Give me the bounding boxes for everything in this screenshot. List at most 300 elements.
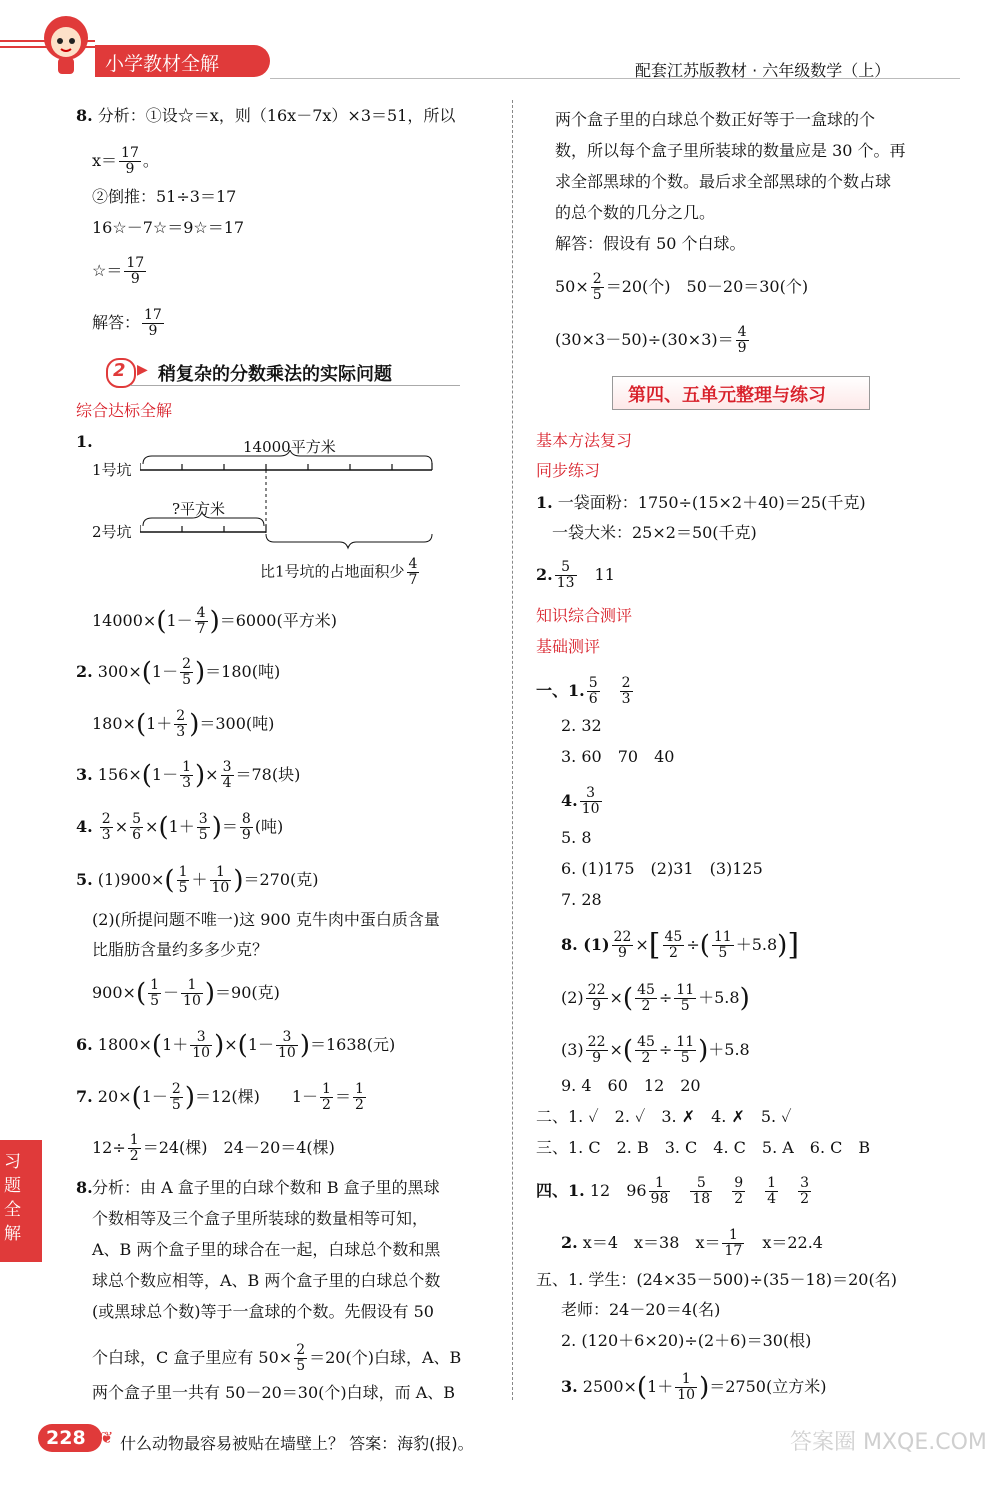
num: 2. [536, 565, 553, 584]
frac-den: 9 [241, 827, 251, 843]
frac-num: 2 [176, 708, 186, 724]
frac-den: 5 [182, 672, 192, 688]
q4-line [76, 812, 283, 843]
frac-den: 10 [278, 1045, 296, 1061]
q1-top-label: 14000平方米 [243, 438, 336, 456]
mid: 1＋ [162, 1035, 189, 1054]
frac-num: 5 [690, 1176, 712, 1192]
post: ＝180(吨) [205, 662, 281, 681]
header-title: 小学教材全解 [105, 53, 220, 75]
frac-den: 2 [354, 1097, 364, 1113]
q8-long-l7: 两个盒子里一共有 50－20＝30(个)白球，而 A、B [92, 1383, 456, 1402]
subheading-knowledge-test: 知识综合测评 [536, 606, 633, 625]
x-eq: x＝ [92, 151, 118, 170]
fraction [221, 760, 234, 791]
right-cont-l2: 数，所以每个盒子里所装球的数量应是 30 个。再 [555, 141, 906, 160]
fraction [180, 760, 193, 791]
pre: ☆＝ [92, 261, 123, 280]
q5-line3: 比脂肪含量约多多少克？ [92, 940, 269, 959]
fraction [722, 1228, 744, 1259]
post: ＋5.8 [708, 1040, 750, 1059]
fraction [119, 146, 141, 177]
fraction [635, 1035, 657, 1066]
pit1-label: 1号坑 [92, 461, 132, 479]
text: 个白球，C 盒子里应有 50× [92, 1348, 293, 1367]
mascot-logo [35, 8, 97, 78]
frac-num: 1 [649, 1176, 671, 1192]
left-q8-x [92, 146, 159, 177]
fraction [142, 308, 164, 339]
lparen: ( [158, 812, 169, 843]
eq: ＝ [334, 1087, 351, 1106]
q8-number: 8. [76, 106, 93, 125]
fraction [591, 272, 604, 303]
pre: 2500× [582, 1377, 637, 1396]
frac-den: 5 [178, 880, 188, 896]
left-q8-line1 [76, 106, 455, 126]
lparen: ( [135, 978, 147, 1009]
frac-num: 2 [171, 1081, 181, 1097]
q8-long-l4: 球总个数应相等，A、B 两个盒子里的白球总个数 [92, 1271, 441, 1290]
fraction [174, 709, 187, 740]
rparen: ) [233, 865, 244, 896]
num: 3. [561, 1377, 578, 1396]
fraction [100, 812, 113, 843]
num: 1. [536, 493, 553, 512]
frac-den: 10 [581, 801, 600, 817]
right-cont-l3: 求全部黑球的个数。最后求全部黑球的个数占球 [555, 172, 892, 191]
num: 3. [76, 765, 93, 784]
fraction [712, 930, 734, 961]
fraction [635, 983, 657, 1014]
mid: 1－ [151, 662, 179, 681]
fraction [649, 1176, 671, 1207]
q2-line1 [76, 657, 280, 688]
frac-num: 3 [276, 1030, 298, 1046]
frac-num: 1 [181, 978, 203, 994]
section-number: 2 [113, 360, 126, 381]
value: 96 [626, 1181, 647, 1200]
frac-den: 9 [148, 323, 158, 339]
unit-title: 第四、五单元整理与练习 [628, 385, 826, 406]
fraction [210, 865, 232, 896]
q8-long-number: 8. [76, 1178, 93, 1197]
q1-bottom-label [260, 557, 421, 588]
fraction [353, 1082, 366, 1113]
right-eq2 [555, 325, 751, 356]
i8-line2 [561, 983, 750, 1014]
frac-num: 2 [296, 1342, 306, 1358]
pit2-label: 2号坑 [92, 523, 132, 541]
pre: (1)900× [97, 870, 165, 889]
q5-line2: (2)(所提问题不唯一)这 900 克牛肉中蛋白质含量 [92, 910, 440, 929]
fraction [555, 560, 577, 591]
div: ÷ [658, 1040, 673, 1059]
frac-den: 9 [130, 271, 140, 287]
frac-num: 9 [734, 1175, 744, 1191]
frac-num: 2 [182, 656, 192, 672]
fraction [407, 557, 420, 588]
left-q8-answer [92, 308, 166, 339]
i2-line: 2. 32 [561, 716, 602, 735]
page-number: 228 [46, 1427, 86, 1449]
pre: 12÷ [92, 1138, 126, 1157]
div: ÷ [658, 988, 673, 1007]
lparen: ( [622, 1035, 634, 1066]
frac-den: 13 [556, 575, 575, 591]
post: ＝78(块) [235, 765, 301, 784]
frac-num: 4 [737, 324, 747, 340]
q8-analysis: 分析：①设☆＝x，则（16x－7x）×3＝51，所以 [97, 106, 456, 125]
left-q8-reverse: ②倒推：51÷3＝17 [92, 187, 237, 206]
section-iv-2 [561, 1228, 823, 1259]
num: 四、1. [536, 1181, 585, 1200]
q1-line-diagram [140, 450, 440, 560]
num: 4. [76, 817, 93, 836]
pre: (30×3－50)÷(30×3)＝ [555, 330, 734, 349]
q8-long-l6 [92, 1343, 461, 1374]
fraction [580, 786, 602, 817]
q1-question-label: ?平方米 [172, 500, 226, 518]
pre: (2) [561, 988, 584, 1007]
lparen: ( [151, 1030, 163, 1061]
frac-den: 18 [692, 1191, 711, 1207]
mid2: 1－ [291, 1087, 319, 1106]
times: × [609, 988, 623, 1007]
frac-den: 9 [618, 945, 627, 961]
frac-num: 11 [676, 1034, 695, 1050]
frac-den: 6 [132, 827, 142, 843]
fraction [732, 1176, 745, 1207]
lparen: ( [237, 1030, 248, 1061]
pre: 180× [92, 714, 136, 733]
lparen: ( [131, 1082, 142, 1113]
fraction [690, 1176, 712, 1207]
post: ＋5.8 [735, 935, 778, 954]
pre: 14000× [92, 611, 157, 630]
post: ＝1638(元) [309, 1035, 396, 1054]
mid: 1－ [247, 1035, 274, 1054]
fraction [124, 256, 146, 287]
frac-den: 9 [125, 161, 135, 177]
i4-line [561, 786, 604, 817]
column-divider [512, 100, 513, 1400]
fraction [587, 676, 600, 707]
fraction [240, 812, 253, 843]
frac-num: 45 [637, 1034, 655, 1050]
q1-equation [92, 606, 337, 637]
q2-line2 [92, 709, 274, 740]
section-v-2: 2. (120＋6×20)÷(2＋6)＝30(根) [561, 1331, 812, 1350]
value: x＝38 [634, 1233, 680, 1252]
frac-den: 7 [196, 621, 206, 637]
i5-line: 5. 8 [561, 828, 592, 847]
rparen: ) [195, 760, 206, 791]
side-tab-text: 习题全解 [4, 1152, 21, 1244]
rparen: ) [204, 978, 216, 1009]
rparen: ) [214, 1030, 225, 1061]
rparen: ) [777, 930, 788, 961]
rparen: ) [184, 1082, 195, 1113]
fraction [674, 1035, 696, 1066]
subheading-basic-test: 基础测评 [536, 637, 601, 656]
fraction [190, 1030, 212, 1061]
num: 4. [561, 791, 578, 810]
lparen: ( [156, 606, 167, 637]
fraction [765, 1176, 778, 1207]
frac-den: 10 [677, 1387, 696, 1403]
fraction [197, 812, 210, 843]
frac-num: 3 [580, 786, 602, 802]
s1-line2: 一袋大米：25×2＝50(千克) [552, 523, 757, 542]
frac-num: 22 [587, 1034, 606, 1050]
div: ÷ [686, 935, 700, 954]
s2-line [536, 560, 615, 591]
frac-num: 1 [767, 1175, 777, 1191]
lparen: ( [636, 1372, 648, 1403]
text: 一袋面粉：1750÷(15×2＋40)＝25(千克) [557, 493, 866, 512]
frac-den: 2 [322, 1097, 331, 1113]
frac-den: 10 [211, 880, 230, 896]
lparen: ( [622, 983, 634, 1014]
q5-line4 [92, 978, 280, 1009]
lparen: ( [699, 930, 710, 961]
section-title: 稍复杂的分数乘法的实际问题 [158, 364, 392, 385]
frac-num: 17 [144, 307, 162, 323]
i3-line: 3. 60 70 40 [561, 747, 675, 766]
frac-num: 1 [178, 864, 188, 880]
eq: ＝ [221, 817, 238, 836]
frac-num: 1 [354, 1081, 364, 1097]
i8-line3 [561, 1035, 750, 1066]
mid: 1－ [151, 765, 179, 784]
frac-den: 10 [192, 1045, 211, 1061]
frac-num: 4 [196, 605, 206, 621]
fraction [612, 930, 634, 961]
frac-num: 1 [675, 1372, 697, 1388]
q3-line [76, 760, 300, 791]
frac-num: 3 [190, 1030, 212, 1046]
value: x＝4 [582, 1233, 619, 1252]
frac-den: 2 [668, 945, 678, 961]
subheading-basic-methods: 基本方法复习 [536, 431, 633, 450]
q8-long-l5: (或黑球总个数)等于一盒球的个数。先假设有 50 [92, 1302, 434, 1321]
frac-den: 3 [621, 691, 631, 707]
frac-num: 45 [664, 929, 683, 945]
rbracket: ] [787, 927, 800, 963]
i8-line1 [561, 927, 800, 963]
frac-den: 5 [150, 993, 160, 1009]
s1-line1 [536, 493, 866, 513]
right-answer-intro: 解答：假设有 50 个白球。 [555, 234, 746, 253]
post: ＋5.8 [698, 988, 740, 1007]
text: 比1号坑的占地面积少 [260, 562, 405, 581]
fraction [586, 983, 608, 1014]
left-q8-star-value [92, 256, 148, 287]
lparen: ( [141, 760, 152, 791]
frac-den: 9 [737, 340, 747, 356]
q1-number: 1. [76, 432, 93, 451]
pre: 156× [97, 765, 142, 784]
pre: 50× [555, 277, 589, 296]
frac-den: 6 [588, 691, 598, 707]
minus: － [163, 983, 180, 1002]
frac-den: 17 [724, 1243, 743, 1259]
section-iii: 三、1. C 2. B 3. C 4. C 5. A 6. C B [536, 1138, 871, 1157]
frac-den: 3 [182, 775, 192, 791]
frac-den: 4 [222, 775, 232, 791]
pre: (3) [561, 1040, 584, 1059]
footer-riddle: 什么动物最容易被贴在墙壁上？ 答案：海豹(报)。 [120, 1434, 474, 1453]
text: ＝20(个)白球，A、B [309, 1348, 462, 1367]
rparen: ) [299, 1030, 310, 1061]
frac-num: 3 [198, 811, 208, 827]
frac-den: 5 [296, 1358, 306, 1374]
frac-num: 45 [637, 982, 655, 998]
frac-den: 5 [171, 1097, 181, 1113]
post: ＝6000(平方米) [219, 611, 337, 630]
mid: 1＋ [146, 714, 173, 733]
frac-den: 7 [408, 572, 418, 588]
frac-den: 3 [101, 827, 111, 843]
frac-den: 2 [641, 1050, 651, 1066]
frac-den: 4 [767, 1191, 777, 1207]
q7-line2 [92, 1133, 335, 1164]
frac-den: 5 [718, 945, 728, 961]
section-underline [130, 385, 460, 386]
fraction [128, 1133, 141, 1164]
fraction [195, 606, 208, 637]
post: ＝24(棵) 24－20＝4(棵) [142, 1138, 335, 1157]
rparen: ) [739, 983, 750, 1014]
fraction [663, 930, 685, 961]
fraction [620, 676, 633, 707]
times: × [224, 1035, 238, 1054]
section-ii: 二、1. ✓ 2. ✓ 3. ✗ 4. ✗ 5. ✓ [536, 1107, 792, 1126]
frac-den: 2 [734, 1191, 744, 1207]
value: x＝22.4 [762, 1233, 823, 1252]
section-v-3 [561, 1372, 826, 1403]
mid: 1－ [166, 611, 193, 630]
subheading-comprehensive: 综合达标全解 [76, 401, 173, 420]
fraction [736, 325, 749, 356]
right-cont-l4: 的总个数的几分之几。 [555, 203, 716, 222]
right-eq1 [555, 272, 808, 303]
q8-long-l3: A、B 两个盒子里的球合在一起，白球总个数和黑 [92, 1240, 441, 1259]
fraction [130, 812, 143, 843]
frac-den: 5 [680, 998, 690, 1014]
num: 一、1. [536, 681, 585, 700]
frac-num: 5 [132, 811, 142, 827]
frac-num: 11 [713, 929, 732, 945]
fraction [170, 1082, 183, 1113]
i9-line: 9. 4 60 12 20 [561, 1076, 701, 1095]
tail: 。 [142, 151, 159, 170]
section-v-1: 五、1. 学生：(24×35－500)÷(35－18)＝20(名) [536, 1270, 897, 1289]
i1-line [536, 676, 635, 707]
mid: 1＋ [168, 817, 195, 836]
times: × [609, 1040, 623, 1059]
pre: 900× [92, 983, 136, 1002]
times: × [145, 817, 159, 836]
section-iv-1 [536, 1176, 813, 1207]
lbracket: [ [648, 927, 661, 963]
q7-line1 [76, 1082, 368, 1113]
fraction [294, 1343, 307, 1374]
plus: ＋ [191, 870, 208, 889]
fraction [675, 1372, 697, 1403]
frac-num: 22 [587, 982, 606, 998]
frac-num: 2 [101, 811, 111, 827]
rparen: ) [209, 606, 220, 637]
frac-num: 3 [800, 1175, 810, 1191]
side-tab [0, 1140, 42, 1262]
fraction [181, 978, 203, 1009]
rparen: ) [699, 1372, 710, 1403]
frac-num: 1 [210, 865, 232, 881]
frac-num: 1 [182, 759, 192, 775]
times: × [114, 817, 129, 836]
frac-den: 5 [198, 827, 208, 843]
rparen: ) [189, 709, 200, 740]
frac-num: 8 [241, 811, 251, 827]
fraction [674, 983, 696, 1014]
frac-num: 22 [613, 929, 632, 945]
frac-num: 4 [408, 556, 418, 572]
frac-den: 3 [176, 724, 186, 740]
post: (吨) [254, 817, 284, 836]
value: x＝ [695, 1233, 721, 1252]
frac-num: 1 [150, 977, 160, 993]
post: ＝270(克) [243, 870, 319, 889]
num: 7. [76, 1087, 93, 1106]
watermark: 答案圈 MXQE.COM [790, 1430, 987, 1455]
left-q8-star: 16☆－7☆＝9☆＝17 [92, 218, 245, 237]
frac-den: 9 [592, 1050, 602, 1066]
q8-long-l1: 分析：由 A 盒子里的白球个数和 B 盒子里的黑球 [92, 1178, 440, 1197]
fraction [276, 1030, 298, 1061]
frac-num: 17 [126, 255, 145, 271]
fraction [148, 978, 161, 1009]
num: 6. [76, 1035, 93, 1054]
leaf-icon: ❦ [100, 1428, 114, 1447]
pre: 20× [97, 1087, 132, 1106]
pre: 解答： [92, 313, 141, 332]
post: ＝20(个) 50－20＝30(个) [605, 277, 809, 296]
num: 5. [76, 870, 93, 889]
i6-line: 6. (1)175 (2)31 (3)125 [561, 859, 763, 878]
frac-den: 9 [592, 998, 602, 1014]
frac-den: 98 [650, 1191, 669, 1207]
mid: 1＋ [647, 1377, 674, 1396]
frac-num: 11 [676, 982, 695, 998]
value: 12 [589, 1181, 611, 1200]
q8-long-l2: 个数相等及三个盒子里所装球的数量相等可知， [92, 1209, 429, 1228]
frac-num: 5 [555, 560, 577, 576]
post: ＝300(吨) [199, 714, 275, 733]
frac-num: 5 [588, 675, 598, 691]
i7-line: 7. 28 [561, 890, 602, 909]
frac-den: 2 [641, 998, 651, 1014]
tail: 11 [594, 565, 615, 584]
rparen: ) [195, 657, 206, 688]
fraction [798, 1176, 811, 1207]
right-cont-l1: 两个盒子里的白球总个数正好等于一盒球的个 [555, 110, 876, 129]
frac-num: 1 [129, 1132, 139, 1148]
times: × [635, 935, 649, 954]
q6-line [76, 1030, 395, 1061]
fraction [180, 657, 193, 688]
